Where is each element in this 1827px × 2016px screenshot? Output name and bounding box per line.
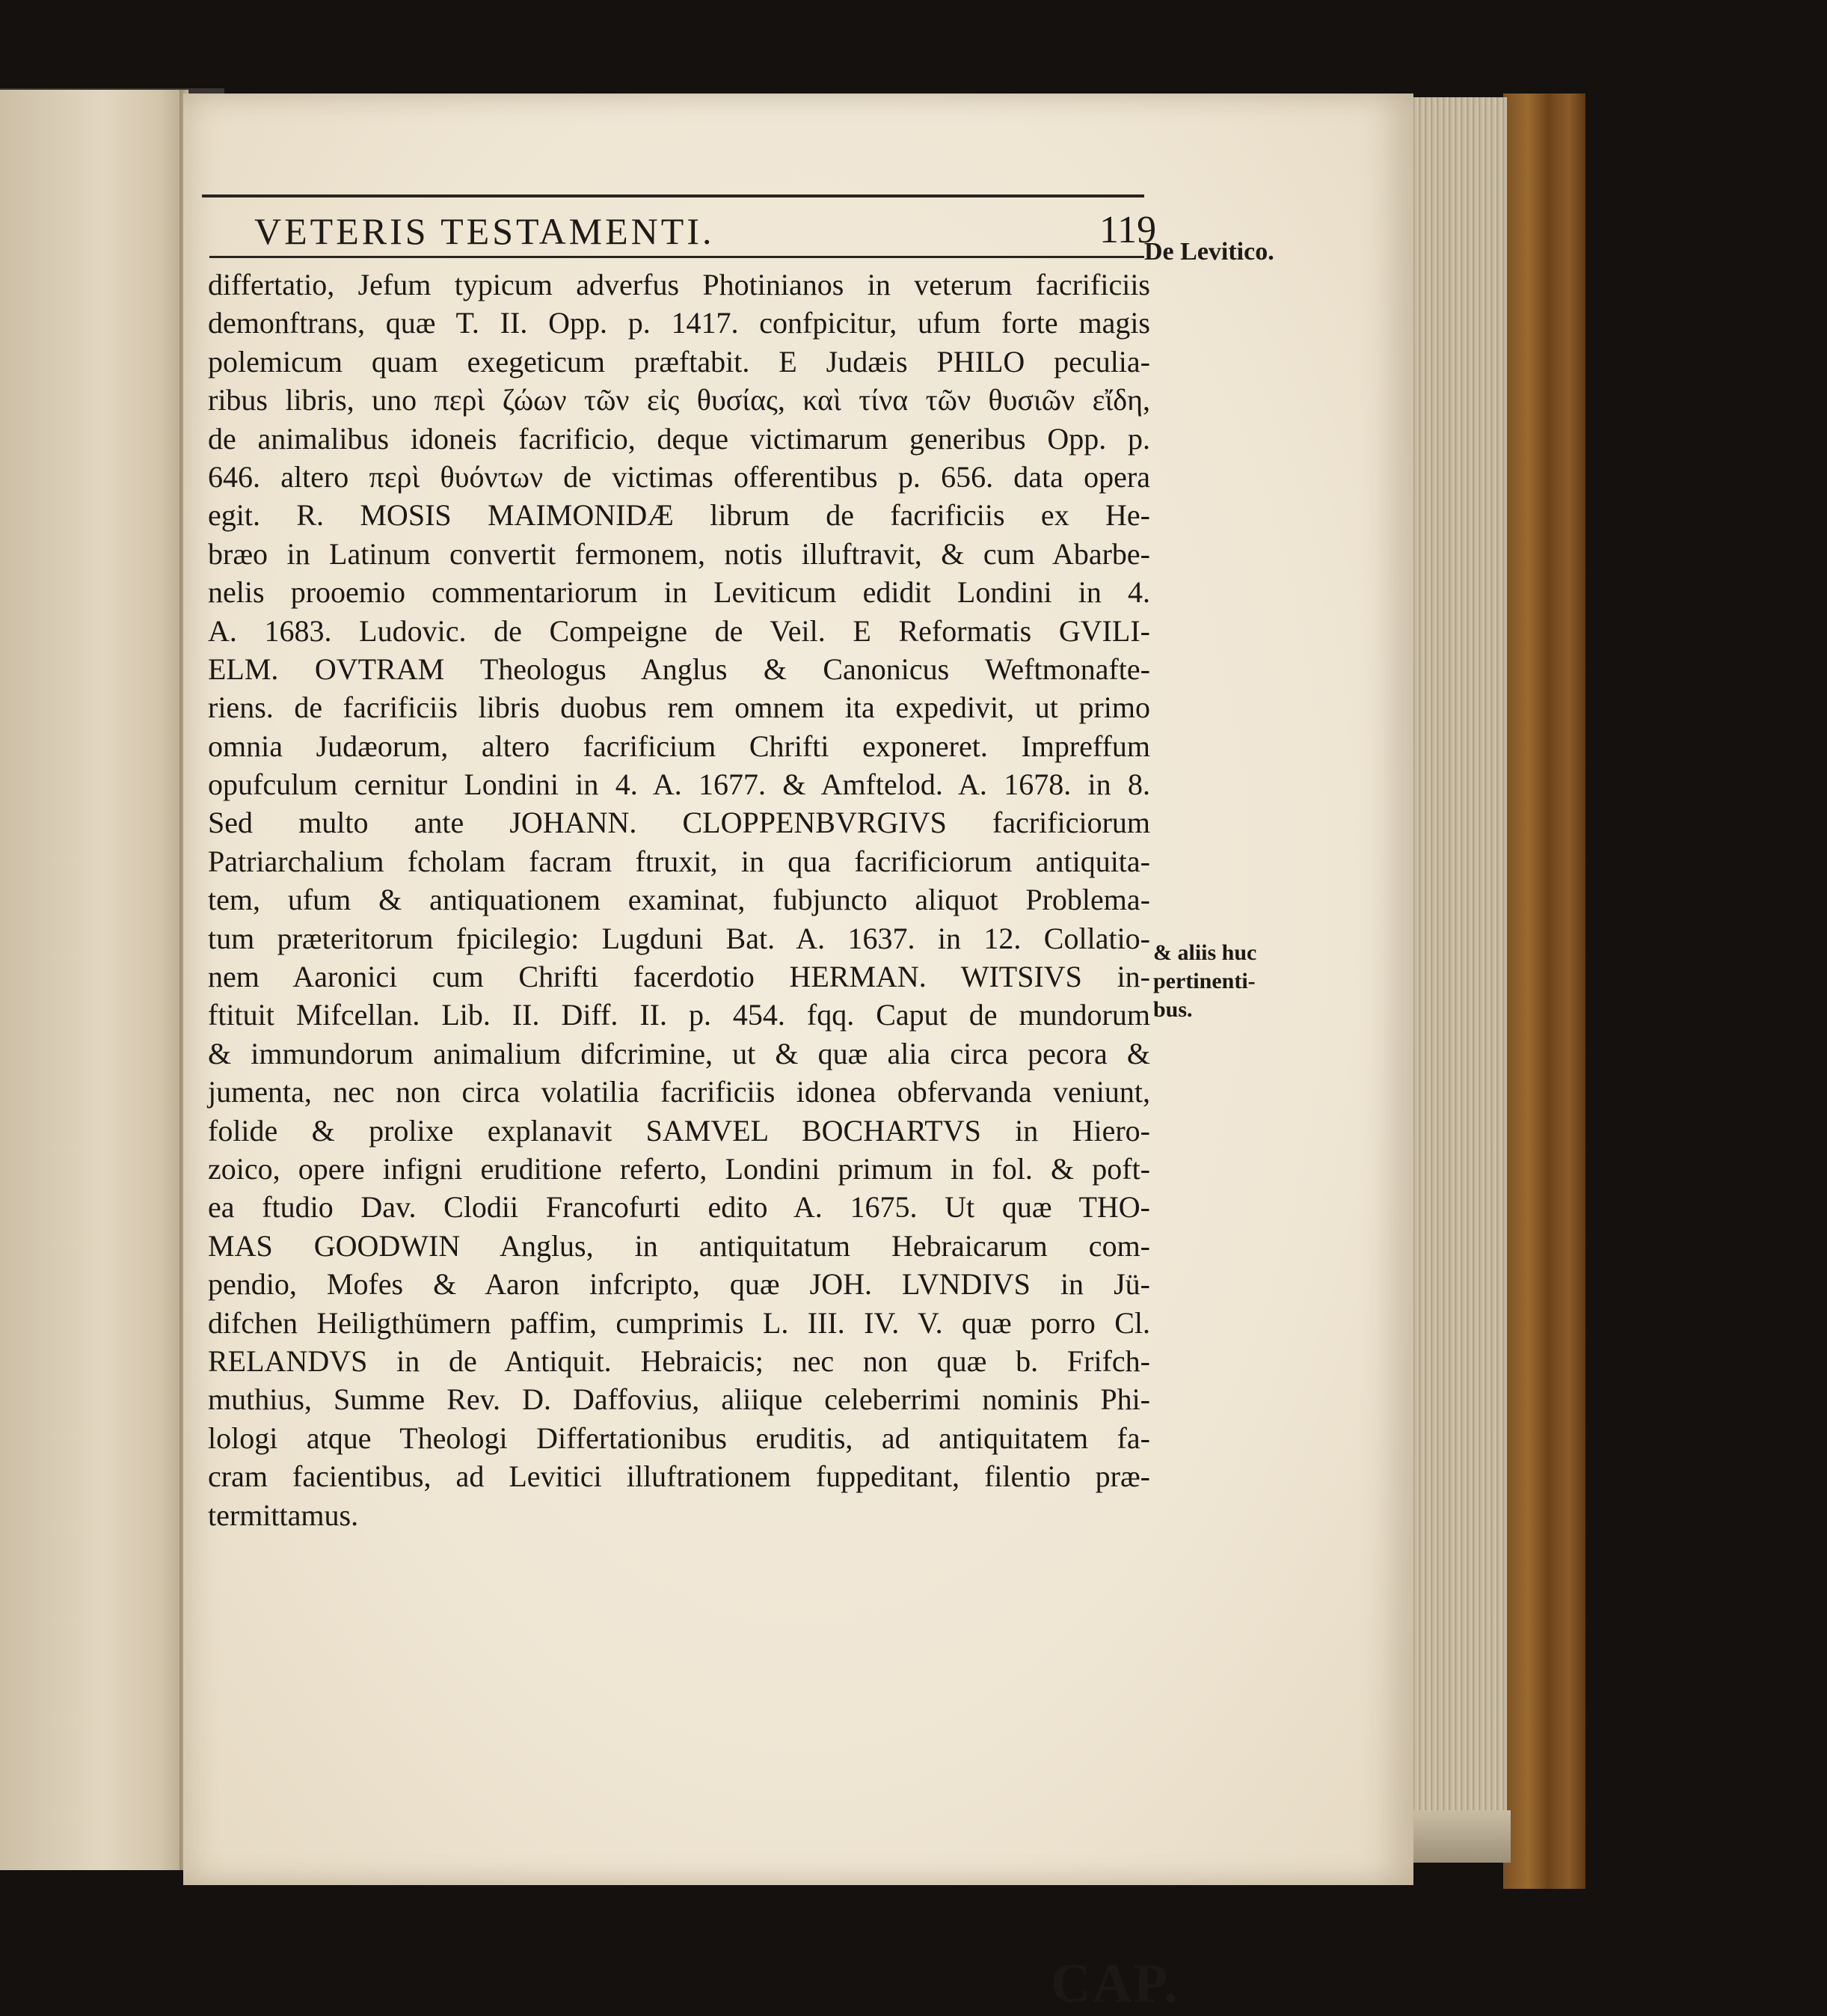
margin-note bbox=[1153, 939, 1256, 1024]
text-line: opufculum cernitur Londini in 4. A. 1677. & Amftelod. A. 1678. in 8. bbox=[208, 768, 1150, 802]
text-line: nem Aaronici cum Chrifti facerdotio HERMAN. WITSIVS in- bbox=[208, 960, 1150, 994]
text-line: jumenta, nec non circa volatilia facrificiis idonea obfervanda veniunt, bbox=[208, 1075, 1150, 1109]
body-text bbox=[208, 266, 1150, 1534]
text-line: polemicum quam exegeticum præftabit. E Judæis PHILO peculia- bbox=[208, 344, 1150, 379]
margin-heading: De Levitico. bbox=[1144, 238, 1274, 266]
text-line: muthius, Summe Rev. D. Daffovius, aliique celeberrimi nominis Phi- bbox=[208, 1382, 1150, 1417]
text-line: RELANDVS in de Antiquit. Hebraicis; nec non quæ b. Frifch- bbox=[208, 1344, 1150, 1378]
text-line: differtatio, Jefum typicum adverfus Photinianos in veterum facrificiis bbox=[208, 268, 1150, 301]
text-line: egit. R. MOSIS MAIMONIDÆ librum de facrificiis ex He- bbox=[208, 498, 1150, 533]
text-line: cram facientibus, ad Levitici illuftrationem fuppeditant, filentio præ- bbox=[208, 1459, 1150, 1494]
text-line: demonftrans, quæ T. II. Opp. p. 1417. confpicitur, ufum forte magis bbox=[208, 306, 1150, 340]
text-line: lologi atque Theologi Differtationibus eruditis, ad antiquitatem fa- bbox=[208, 1421, 1150, 1455]
margin-note-line: pertinenti- bbox=[1153, 969, 1256, 993]
text-line: nelis prooemio commentariorum in Leviticum edidit Londini in 4. bbox=[208, 575, 1150, 610]
text-line: Patriarchalium fcholam facram ftruxit, in qua facrificiorum antiquita- bbox=[208, 844, 1150, 878]
text-line: folide & prolixe explanavit SAMVEL BOCHARTVS in Hiero- bbox=[208, 1113, 1150, 1148]
text-line: ftituit Mifcellan. Lib. II. Diff. II. p. 454. fqq. Caput de mundorum bbox=[208, 998, 1150, 1032]
header-rule-bottom bbox=[209, 256, 1144, 258]
text-line: riens. de facrificiis libris duobus rem omnem ita expedivit, ut primo bbox=[208, 690, 1150, 725]
margin-note-line: bus. bbox=[1153, 997, 1193, 1022]
text-line: bræo in Latinum convertit fermonem, notis illuftravit, & cum Abarbe- bbox=[208, 536, 1150, 571]
catchword: CAP. bbox=[1051, 1953, 1179, 2015]
running-title: VETERIS TESTAMENTI. bbox=[254, 210, 715, 252]
text-line: zoico, opere infigni eruditione referto, Londini primum in fol. & poft- bbox=[208, 1151, 1150, 1186]
text-line: ea ftudio Dav. Clodii Francofurti edito A. 1675. Ut quæ THO- bbox=[208, 1190, 1150, 1225]
text-line: ELM. OVTRAM Theologus Anglus & Canonicus Weftmonafte- bbox=[208, 652, 1150, 686]
text-line: pendio, Mofes & Aaron infcripto, quæ JOH. LVNDIVS in Jü- bbox=[208, 1267, 1150, 1302]
text-line: omnia Judæorum, altero facrificium Chrifti exponeret. Impreffum bbox=[208, 729, 1150, 763]
text-line: 646. altero περὶ θυόντων de victimas offerentibus p. 656. data opera bbox=[208, 459, 1150, 494]
text-line: termittamus. bbox=[208, 1498, 359, 1532]
text-line: Sed multo ante JOHANN. CLOPPENBVRGIVS facrificiorum bbox=[208, 806, 1150, 840]
page-number: 119 bbox=[1099, 209, 1157, 251]
text-line: ribus libris, uno περὶ ζώων τῶν εἰς θυσίας, καὶ τίνα τῶν θυσιῶν εἴδη, bbox=[208, 383, 1150, 417]
text-line: MAS GOODWIN Anglus, in antiquitatum Hebraicarum com- bbox=[208, 1228, 1150, 1263]
text-line: tem, ufum & antiquationem examinat, fubjuncto aliquot Problema- bbox=[208, 883, 1150, 917]
text-line: & immundorum animalium difcrimine, ut & quæ alia circa pecora & bbox=[208, 1036, 1150, 1070]
text-line: tum præteritorum fpicilegio: Lugduni Bat. A. 1637. in 12. Collatio- bbox=[208, 921, 1150, 955]
page-edges bbox=[1410, 97, 1507, 1818]
text-line: A. 1683. Ludovic. de Compeigne de Veil. E Reformatis GVILI- bbox=[208, 613, 1150, 648]
header-rule-top bbox=[202, 194, 1144, 197]
page-edges-bottom bbox=[1406, 1810, 1511, 1863]
margin-note-line: & aliis huc bbox=[1153, 940, 1257, 965]
text-line: difchen Heiligthümern paffim, cumprimis L. III. IV. V. quæ porro Cl. bbox=[208, 1305, 1150, 1340]
facing-page bbox=[0, 90, 187, 1870]
text-line: de animalibus idoneis facrificio, deque victimarum generibus Opp. p. bbox=[208, 421, 1150, 456]
leather-cover bbox=[1503, 94, 1585, 1889]
